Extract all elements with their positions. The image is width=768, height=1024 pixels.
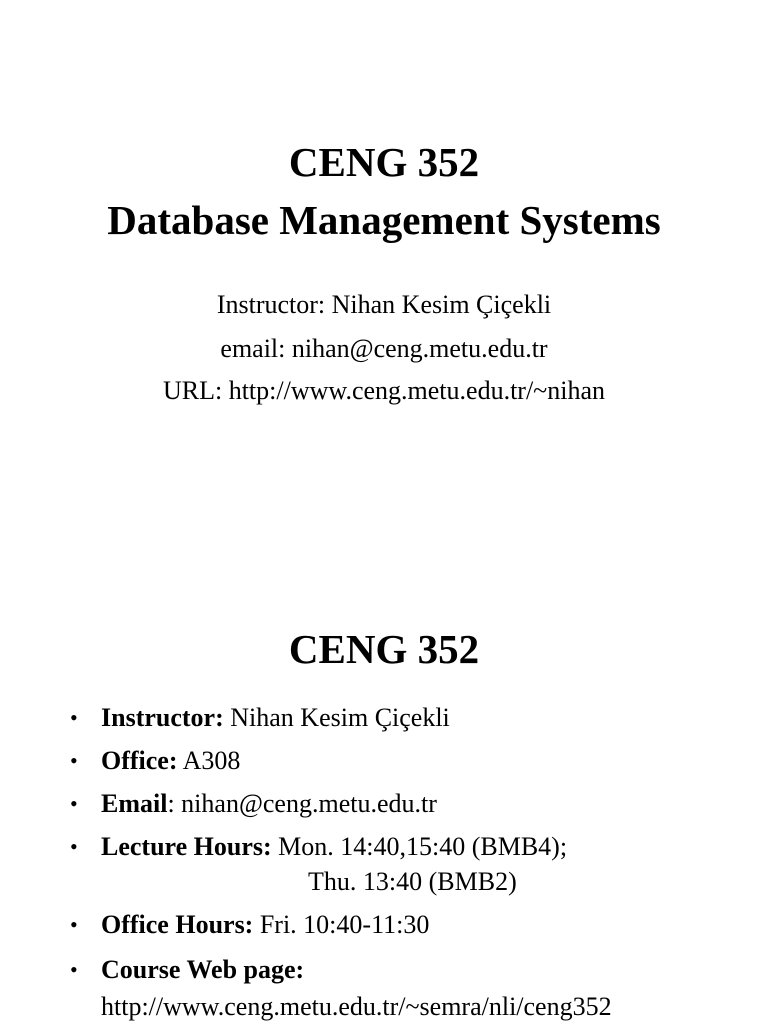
lecture-hours-value-line2: Thu. 13:40 (BMB2) <box>308 867 517 896</box>
lecture-hours-value: Mon. 14:40,15:40 (BMB4); <box>271 832 568 861</box>
list-item-instructor <box>70 703 760 733</box>
bullet-icon: • <box>70 705 78 730</box>
email-label: Email <box>101 789 168 818</box>
slide-2 <box>0 512 768 1024</box>
slide-2-title: CENG 352 <box>288 626 480 672</box>
instructor-value: Nihan Kesim Çiçekli <box>223 703 450 732</box>
bullet-icon: • <box>70 791 78 816</box>
list-item-course-web-page <box>70 955 760 1022</box>
list-item-email <box>70 789 760 819</box>
list-item-office <box>70 746 760 776</box>
course-name-title: Database Management Systems <box>107 197 661 243</box>
course-web-page-link[interactable]: http://www.ceng.metu.edu.tr/~semra/nli/ceng352 <box>101 992 612 1021</box>
course-code-title: CENG 352 <box>288 139 480 185</box>
email-line: email: nihan@ceng.metu.edu.tr <box>220 334 548 363</box>
course-info-list <box>70 703 760 1022</box>
office-hours-label: Office Hours: <box>101 910 254 939</box>
bullet-icon: • <box>70 957 78 982</box>
bullet-icon: • <box>70 748 78 773</box>
email-value: : nihan@ceng.metu.edu.tr <box>167 789 437 818</box>
course-web-page-label: Course Web page: <box>101 955 305 984</box>
office-value: A308 <box>177 746 241 775</box>
list-item-lecture-hours <box>70 832 760 897</box>
instructor-label: Instructor: <box>101 703 224 732</box>
list-item-office-hours <box>70 910 760 940</box>
url-line: URL: http://www.ceng.metu.edu.tr/~nihan <box>162 376 606 405</box>
office-hours-value: Fri. 10:40-11:30 <box>253 910 430 939</box>
instructor-line: Instructor: Nihan Kesim Çiçekli <box>216 290 552 319</box>
bullet-icon: • <box>70 834 78 859</box>
office-label: Office: <box>101 746 178 775</box>
lecture-hours-label: Lecture Hours: <box>101 832 272 861</box>
bullet-icon: • <box>70 912 78 937</box>
